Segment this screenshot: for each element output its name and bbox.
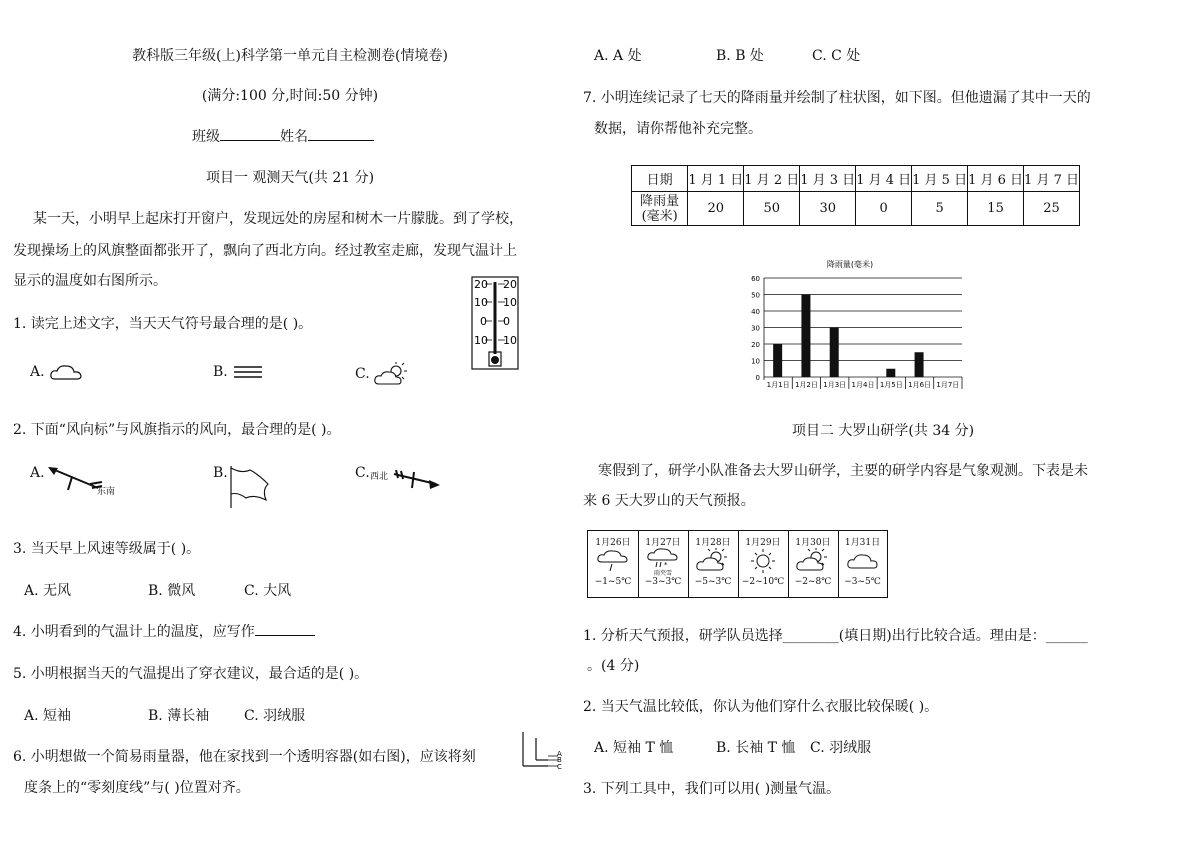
- fog-icon: [232, 362, 264, 382]
- chart-xtick-label: 1月5日: [879, 381, 903, 389]
- q5-text: 5. 小明根据当天的气温提出了穿衣建议，最合适的是( )。: [13, 666, 369, 682]
- chart-bar: [801, 295, 810, 378]
- thermo-label-10-right: 10: [503, 296, 517, 309]
- sunny-icon: [746, 548, 780, 574]
- forecast-day-2: [638, 531, 689, 597]
- name-blank[interactable]: [308, 126, 374, 141]
- intro2-line-1: 寒假到了，研学小队准备去大罗山研学，主要的研学内容是气象观测。下表是未: [598, 463, 1088, 479]
- chart-ytick-label: 60: [751, 275, 760, 283]
- chart-ytick-label: 0: [755, 374, 760, 382]
- chart-ytick-label: 40: [751, 308, 760, 316]
- rainfall-table-date-2: 1 月 2 日: [744, 166, 800, 192]
- class-name-line: [192, 126, 374, 146]
- q2-dir-a: 东南: [97, 487, 116, 497]
- chart-bar: [886, 369, 895, 377]
- p2-option-a[interactable]: A. 短袖 T 恤: [594, 740, 674, 756]
- q3-option-b[interactable]: B. 微风: [148, 583, 196, 599]
- q4-answer-blank[interactable]: [255, 621, 315, 636]
- q6-option-b[interactable]: B. B 处: [716, 48, 764, 64]
- thermometer-figure: [470, 276, 520, 371]
- thermo-label-0-left: 0: [480, 315, 487, 328]
- partly-sunny-icon: [374, 362, 408, 386]
- rainfall-table-date-1: 1 月 1 日: [688, 166, 744, 192]
- forecast-note-2: 雨夹雪: [653, 570, 672, 577]
- chart-ytick-label: 30: [751, 324, 760, 333]
- forecast-date-6: 1月31日: [844, 538, 881, 548]
- q1-option-c[interactable]: [355, 362, 408, 386]
- thermo-label-m10-left: 10: [474, 334, 488, 347]
- chart-bar: [915, 352, 924, 377]
- section2-heading: 项目二 大罗山研学(共 34 分): [791, 423, 975, 439]
- forecast-temp-3: −5~3℃: [694, 577, 732, 587]
- chart-xtick-label: 1月2日: [794, 381, 818, 389]
- chart-xtick-label: 1月7日: [936, 381, 960, 389]
- q2-option-c[interactable]: [355, 465, 370, 481]
- p2-option-c[interactable]: C. 羽绒服: [810, 740, 872, 756]
- rainfall-table-value-4: 0: [856, 192, 912, 226]
- q6-line-2: 度条上的“零刻度线”与( )位置对齐。: [24, 780, 250, 796]
- forecast-date-3: 1月28日: [695, 538, 731, 548]
- chart-xtick-label: 1月4日: [851, 381, 875, 389]
- rainfall-row-label-1: 降雨量: [640, 193, 680, 209]
- q2-option-a[interactable]: [30, 465, 45, 481]
- q3-text: 3. 当天早上风速等级属于( )。: [13, 541, 201, 557]
- rain-gauge-label-a: A: [557, 750, 562, 758]
- intro2-line-2: 来 6 天大罗山的天气预报。: [583, 493, 755, 509]
- q5-option-b[interactable]: B. 薄长袖: [148, 708, 210, 724]
- thermo-label-0-right: 0: [503, 315, 510, 328]
- rainfall-table-row-label: [632, 192, 688, 226]
- q4-line: [13, 621, 315, 641]
- q1-text: 1. 读完上述文字，当天天气符号最合理的是( )。: [13, 316, 313, 332]
- rain-gauge-label-b: B: [557, 756, 562, 764]
- q4-text: 4. 小明看到的气温计上的温度，应写作: [13, 624, 255, 640]
- q6-option-c[interactable]: C. C 处: [812, 48, 861, 64]
- forecast-day-6: [838, 531, 887, 597]
- intro-line-3: 显示的温度如右图所示。: [13, 273, 167, 289]
- rainfall-row-label-2: (毫米): [641, 208, 678, 224]
- class-label: 班级: [192, 129, 220, 145]
- forecast-temp-4: −2~10℃: [741, 577, 785, 587]
- q5-option-c[interactable]: C. 羽绒服: [244, 708, 306, 724]
- q1-option-a-label: A.: [30, 364, 45, 380]
- forecast-date-4: 1月29日: [745, 538, 781, 548]
- rainfall-table-value-row: [632, 192, 1080, 226]
- rainfall-table-date-7: 1 月 7 日: [1024, 166, 1080, 192]
- weather-forecast-strip: [587, 530, 888, 598]
- flag-icon: [228, 464, 272, 510]
- section1-heading: 项目一 观测天气(共 21 分): [205, 170, 375, 186]
- chart-bar: [830, 328, 839, 378]
- q1-option-b[interactable]: [213, 362, 264, 382]
- chart-ytick-label: 10: [751, 357, 760, 366]
- rain-icon: [596, 548, 630, 574]
- rainfall-table: [631, 165, 1080, 226]
- chart-bar: [773, 344, 782, 377]
- rainfall-table-value-5: 5: [912, 192, 968, 226]
- p1-line-2: 。(4 分): [587, 658, 640, 674]
- q2-option-c-label: C.: [355, 465, 370, 481]
- forecast-day-5: [788, 531, 839, 597]
- cloud-icon: [49, 362, 83, 382]
- chart-title: 降雨量(毫米): [826, 260, 874, 269]
- q2-option-b[interactable]: [213, 465, 228, 481]
- chart-xtick-label: 1月6日: [908, 381, 932, 389]
- partly-sunny-icon: [696, 548, 730, 574]
- p2-text: 2. 当天气温比较低，你认为他们穿什么衣服比较保暖( )。: [583, 699, 939, 715]
- exam-subtitle: (满分:100 分,时间:50 分钟): [201, 88, 379, 104]
- forecast-temp-1: −1~5℃: [594, 577, 632, 587]
- chart-xtick-label: 1月1日: [766, 381, 790, 389]
- partly-sunny-icon: [796, 548, 830, 574]
- rainfall-table-date-header: 日期: [632, 166, 688, 192]
- forecast-temp-2: −3~3℃: [644, 577, 682, 587]
- rainfall-table-value-2: 50: [744, 192, 800, 226]
- q2-dir-c: 西北: [370, 472, 389, 482]
- svg-text:*: *: [664, 561, 668, 568]
- forecast-day-3: [688, 531, 739, 597]
- class-blank[interactable]: [220, 126, 280, 141]
- rain-gauge-label-c: C: [557, 763, 562, 771]
- q3-option-c[interactable]: C. 大风: [244, 583, 292, 599]
- thermo-label-20-right: 20: [503, 278, 517, 291]
- rainfall-table-date-6: 1 月 6 日: [968, 166, 1024, 192]
- rainfall-table-value-1: 20: [688, 192, 744, 226]
- q2-text: 2. 下面“风向标”与风旗指示的风向，最合理的是( )。: [13, 422, 341, 438]
- exam-title: 教科版三年级(上)科学第一单元自主检测卷(情境卷): [132, 48, 448, 64]
- q7-line-2: 数据，请你帮他补充完整。: [594, 121, 762, 137]
- name-label: 姓名: [280, 129, 308, 145]
- sleet-icon: [646, 548, 680, 568]
- thermo-label-10-left: 10: [474, 296, 488, 309]
- q2-option-b-label: B.: [213, 465, 228, 481]
- intro-line-2: 发现操场上的风旗整面都张开了，飘向了西北方向。经过教室走廊，发现气温计上: [13, 243, 517, 259]
- forecast-temp-6: −3~5℃: [844, 577, 881, 587]
- rainfall-table-header-row: [632, 166, 1080, 192]
- q6-line-1: 6. 小明想做一个简易雨量器，他在家找到一个透明容器(如右图)，应该将刻: [13, 749, 476, 765]
- p1-line-1: 1. 分析天气预报，研学队员选择________(填日期)出行比较合适。理由是：______: [583, 628, 1088, 644]
- q1-option-c-label: C.: [355, 366, 370, 382]
- thermo-label-m10-right: 10: [503, 334, 517, 347]
- q6-option-a[interactable]: A. A 处: [594, 48, 642, 64]
- rainfall-table-value-7: 25: [1024, 192, 1080, 226]
- forecast-date-5: 1月30日: [795, 538, 831, 548]
- rainfall-table-date-5: 1 月 5 日: [912, 166, 968, 192]
- chart-ytick-label: 20: [751, 341, 760, 349]
- q5-option-a[interactable]: A. 短袖: [24, 708, 72, 724]
- rainfall-bar-chart: [730, 256, 970, 396]
- wind-vane-c-icon: [392, 464, 442, 494]
- cloudy-icon: [846, 548, 880, 574]
- forecast-date-1: 1月26日: [595, 538, 631, 548]
- rainfall-table-date-4: 1 月 4 日: [856, 166, 912, 192]
- forecast-temp-5: −2~8℃: [794, 577, 832, 587]
- rainfall-table-value-6: 15: [968, 192, 1024, 226]
- chart-xtick-label: 1月3日: [823, 381, 847, 389]
- p3-text: 3. 下列工具中，我们可以用( )测量气温。: [583, 781, 841, 797]
- q7-line-1: 7. 小明连续记录了七天的降雨量并绘制了柱状图，如下图。但他遗漏了其中一天的: [583, 90, 1091, 106]
- rainfall-table-value-3: 30: [800, 192, 856, 226]
- q2-option-a-label: A.: [30, 465, 45, 481]
- q3-option-a[interactable]: A. 无风: [24, 583, 72, 599]
- forecast-day-4: [738, 531, 789, 597]
- q1-option-a[interactable]: [30, 362, 83, 382]
- q1-option-b-label: B.: [213, 364, 228, 380]
- p2-option-b[interactable]: B. 长袖 T 恤: [716, 740, 796, 756]
- rainfall-table-date-3: 1 月 3 日: [800, 166, 856, 192]
- thermo-label-20-left: 20: [474, 278, 488, 291]
- forecast-date-2: 1月27日: [645, 538, 681, 548]
- intro-line-1: 某一天，小明早上起床打开窗户，发现远处的房屋和树木一片朦胧。到了学校，: [33, 211, 523, 227]
- rain-gauge-container-figure: [518, 730, 562, 774]
- forecast-day-1: [588, 531, 639, 597]
- chart-ytick-label: 50: [751, 291, 760, 300]
